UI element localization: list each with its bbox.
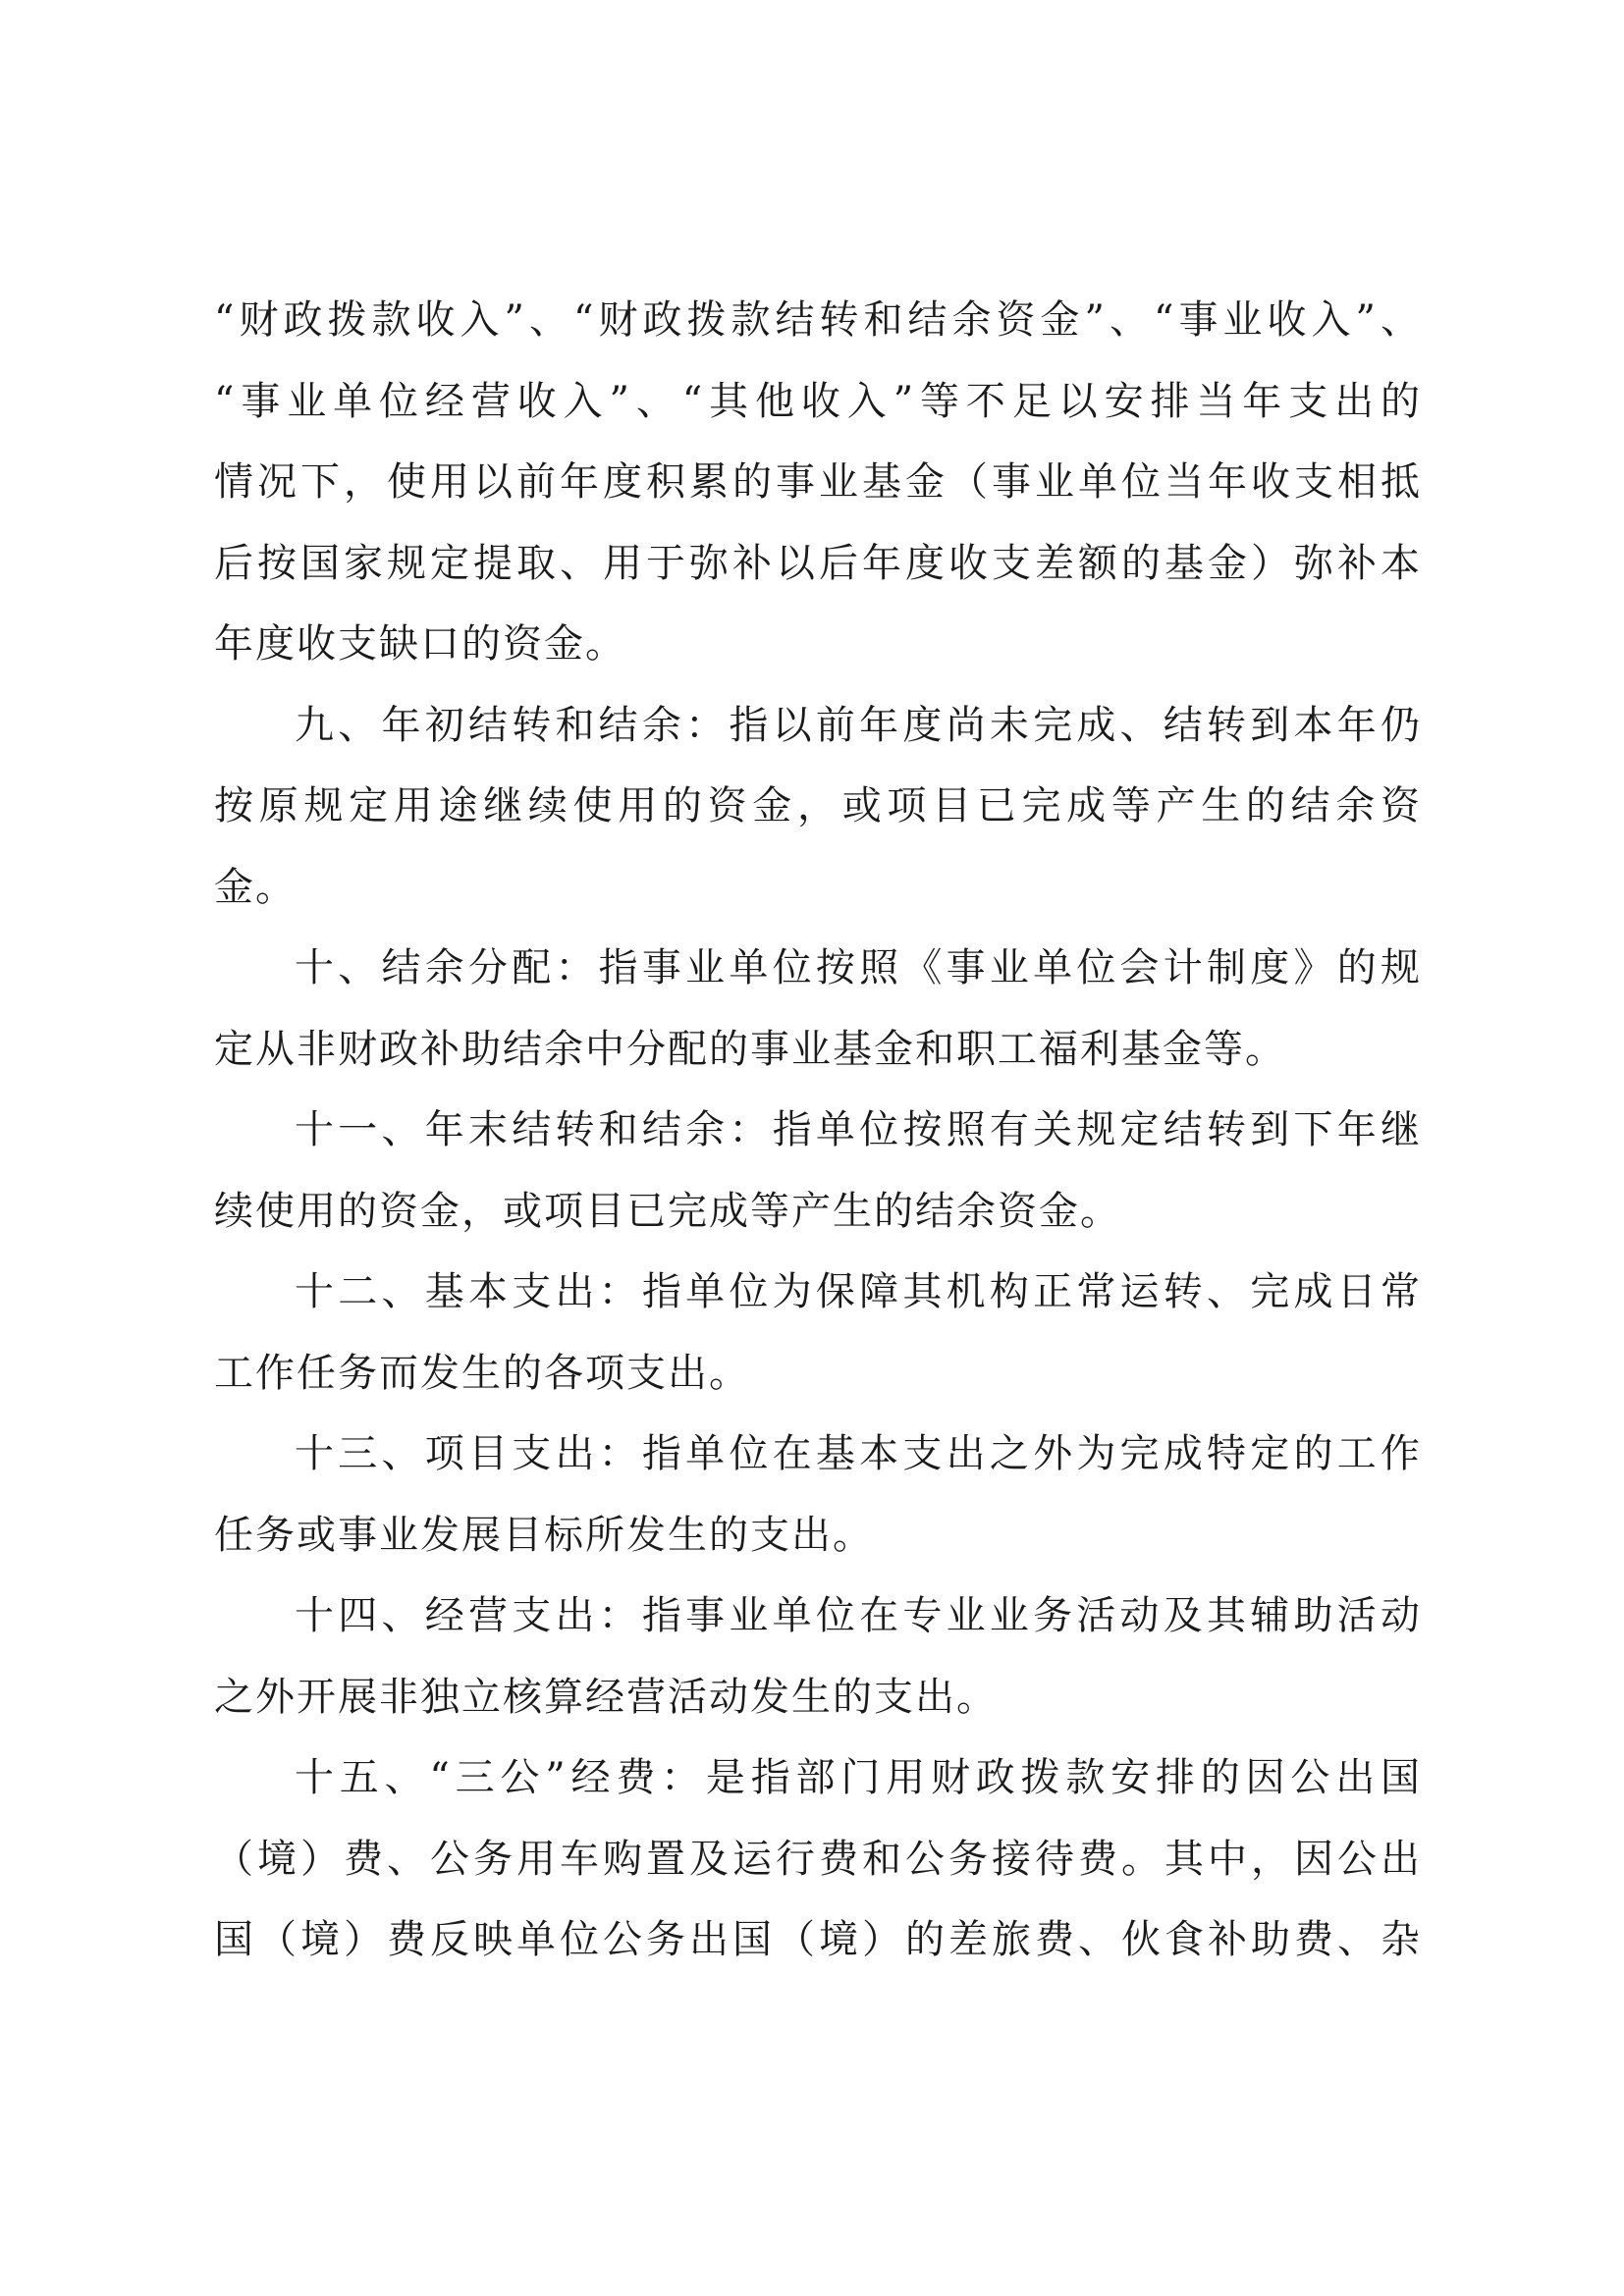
text-line: （境）费、公务用车购置及运行费和公务接待费。其中，因公出 bbox=[214, 1836, 1422, 1882]
text-line: 金。 bbox=[214, 864, 297, 910]
text-line: 十、结余分配：指事业单位按照《事业单位会计制度》的规 bbox=[295, 945, 1422, 990]
text-line: 任务或事业发展目标所发生的支出。 bbox=[214, 1512, 874, 1558]
paragraph-continuation bbox=[214, 280, 1422, 685]
text-line: 定从非财政补助结余中分配的事业基金和职工福利基金等。 bbox=[214, 1026, 1286, 1072]
text-line: 十四、经营支出：指事业单位在专业业务活动及其辅助活动 bbox=[295, 1593, 1422, 1638]
text-line: 十二、基本支出：指单位为保障其机构正常运转、完成日常 bbox=[295, 1269, 1422, 1314]
paragraph-item-11 bbox=[214, 1090, 1422, 1252]
text-line: 之外开展非独立核算经营活动发生的支出。 bbox=[214, 1674, 998, 1720]
text-line: 年度收支缺口的资金。 bbox=[214, 621, 626, 667]
text-line: 十三、项目支出：指单位在基本支出之外为完成特定的工作 bbox=[295, 1431, 1422, 1476]
text-line: 后按国家规定提取、用于弥补以后年度收支差额的基金）弥补本 bbox=[214, 540, 1422, 586]
text-line: 十五、“三公”经费：是指部门用财政拨款安排的因公出国 bbox=[295, 1755, 1422, 1800]
text-line: “事业单位经营收入”、“其他收入”等不足以安排当年支出的 bbox=[214, 378, 1422, 424]
text-line: 十一、年末结转和结余：指单位按照有关规定结转到下年继 bbox=[295, 1107, 1422, 1152]
paragraph-item-13 bbox=[214, 1414, 1422, 1575]
text-line: 九、年初结转和结余：指以前年度尚未完成、结转到本年仍 bbox=[295, 702, 1422, 748]
text-line: 工作任务而发生的各项支出。 bbox=[214, 1350, 750, 1396]
text-line: 续使用的资金，或项目已完成等产生的结余资金。 bbox=[214, 1188, 1121, 1234]
paragraph-item-10 bbox=[214, 928, 1422, 1090]
paragraph-item-12 bbox=[214, 1252, 1422, 1414]
paragraph-item-15 bbox=[214, 1737, 1422, 1981]
paragraph-item-14 bbox=[214, 1575, 1422, 1737]
text-line: 情况下，使用以前年度积累的事业基金（事业单位当年收支相抵 bbox=[214, 459, 1422, 505]
text-line: 按原规定用途继续使用的资金，或项目已完成等产生的结余资 bbox=[214, 783, 1422, 828]
text-line: “财政拨款收入”、“财政拨款结转和结余资金”、“事业收入”、 bbox=[214, 297, 1422, 343]
paragraph-item-9 bbox=[214, 685, 1422, 929]
text-line: 国（境）费反映单位公务出国（境）的差旅费、伙食补助费、杂 bbox=[214, 1917, 1422, 1962]
document-body bbox=[214, 280, 1422, 1981]
